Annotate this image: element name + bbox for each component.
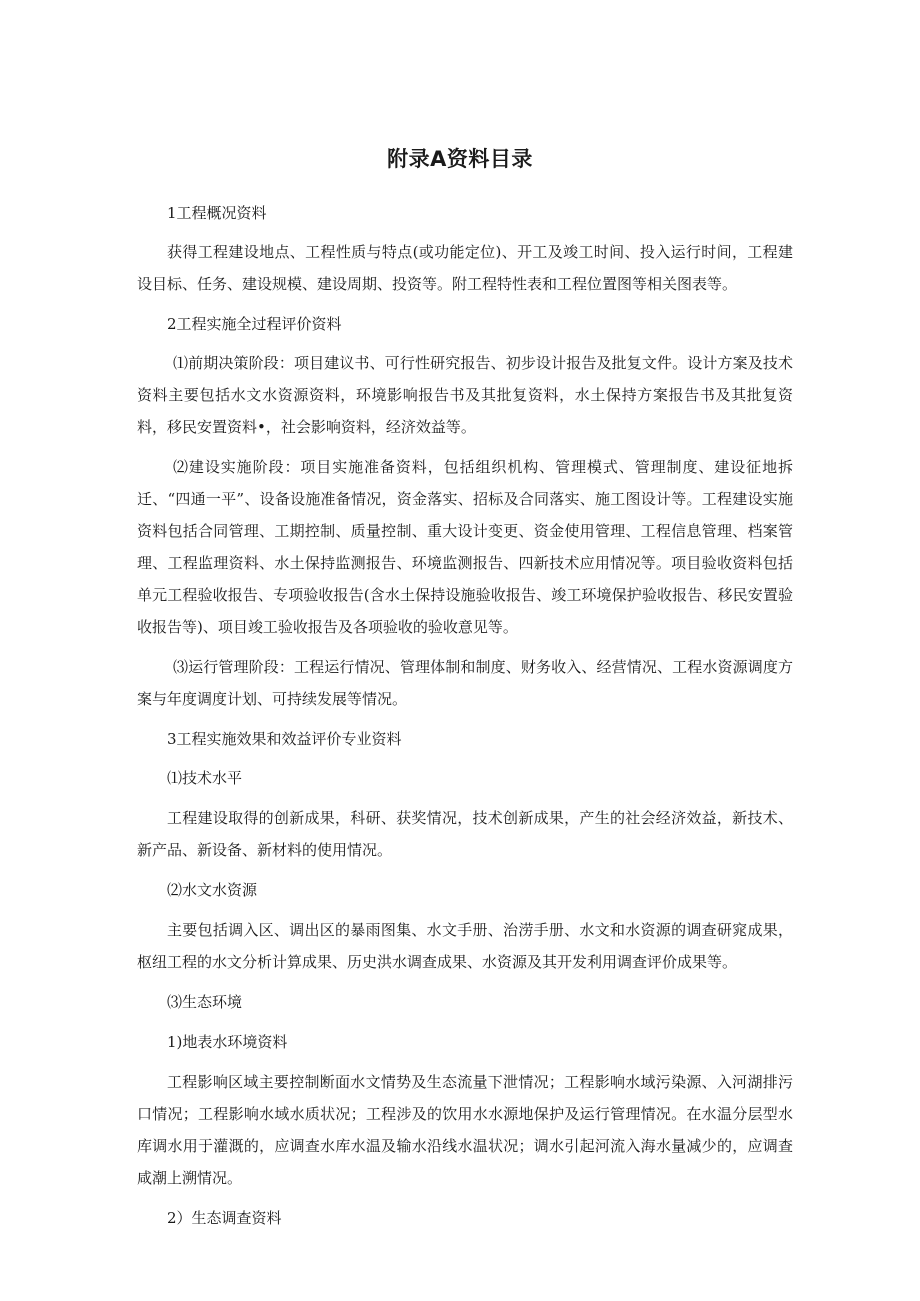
section-3-sub-2-paragraph: 主要包括调入区、调出区的暴雨图集、水文手册、治涝手册、水文和水资源的调查研窕成果，枢纽工程的水文分析计算成果、历史洪水调查成果、水资源及其开发利用调查评价成果等。 <box>137 921 793 971</box>
section-3-sub-3-heading: ⑶生态环境 <box>167 993 243 1011</box>
section-3-sub-3-item-1-paragraph: 工程影响区域主要控制断面水文情势及生态流量下泄情况；工程影响水域污染源、入河湖排污口情况；工程影响水域水质状况；工程涉及的饮用水水源地保护及运行管理情况。在水温分层型水库调水用于灌溉的，应调查水库水温及输水沿线水温状况；调水引起河流入海水量减少的，应调查咸潮上溯情况。 <box>137 1073 793 1187</box>
section-3-heading: 3工程实施效果和效益评价专业资料 <box>167 730 402 748</box>
document-body <box>137 197 793 1242</box>
section-1-heading: 1工程概况资料 <box>167 204 267 222</box>
section-3-sub-1-heading: ⑴技术水平 <box>167 769 243 787</box>
section-2-heading: 2工程实施全过程评价资料 <box>167 315 342 333</box>
section-3-sub-1-paragraph: 工程建设取得的创新成果，科研、获奖情况，技术创新成果，产生的社会经济效益，新技术、新产品、新设备、新材料的使用情况。 <box>137 809 793 859</box>
section-2-item-3: ⑶运行管理阶段：工程运行情况、管理体制和制度、财务收入、经营情况、工程水资源调度方案与年度调度计划、可持续发展等情况。 <box>137 658 793 708</box>
section-3-sub-2-heading: ⑵水文水资源 <box>167 881 258 899</box>
page-title: 附录A资料目录 <box>387 147 533 171</box>
section-3-sub-3-item-1-heading: 1)地表水环境资料 <box>167 1033 288 1051</box>
section-1-paragraph: 获得工程建设地点、工程性质与特点(或功能定位)、开工及竣工时间、投入运行时间，工程建设目标、任务、建设规模、建设周期、投资等。附工程特性表和工程位置图等相关图表等。 <box>137 243 793 293</box>
section-2-item-1: ⑴前期决策阶段：项目建议书、可行性研究报告、初步设计报告及批复文件。设计方案及技术资料主要包括水文水资源资料，环境影响报告书及其批复资料，水土保持方案报告书及其批复资料，移民安置资料•，社会影响资料，经济效益等。 <box>137 354 793 436</box>
section-2-item-2: ⑵建设实施阶段：项目实施准备资料，包括组织机构、管理模式、管理制度、建设征地拆迁、“四通一平”、设备设施准备情况，资金落实、招标及合同落实、施工图设计等。工程建设实施资料包括合同管理、工期控制、质量控制、重大设计变更、资金使用管理、工程信息管理、档案管理、工程监理资料、水土保持监测报告、环境监测报告、四新技术应用情况等。项目验收资料包括单元工程验收报告、专项验收报告(含水土保持设施验收报告、竣工环境保护验收报告、移民安置验收报告等)、项目竣工验收报告及各项验收的验收意见等。 <box>137 458 793 636</box>
section-3-sub-3-item-2-heading: 2）生态调查资料 <box>167 1209 282 1227</box>
